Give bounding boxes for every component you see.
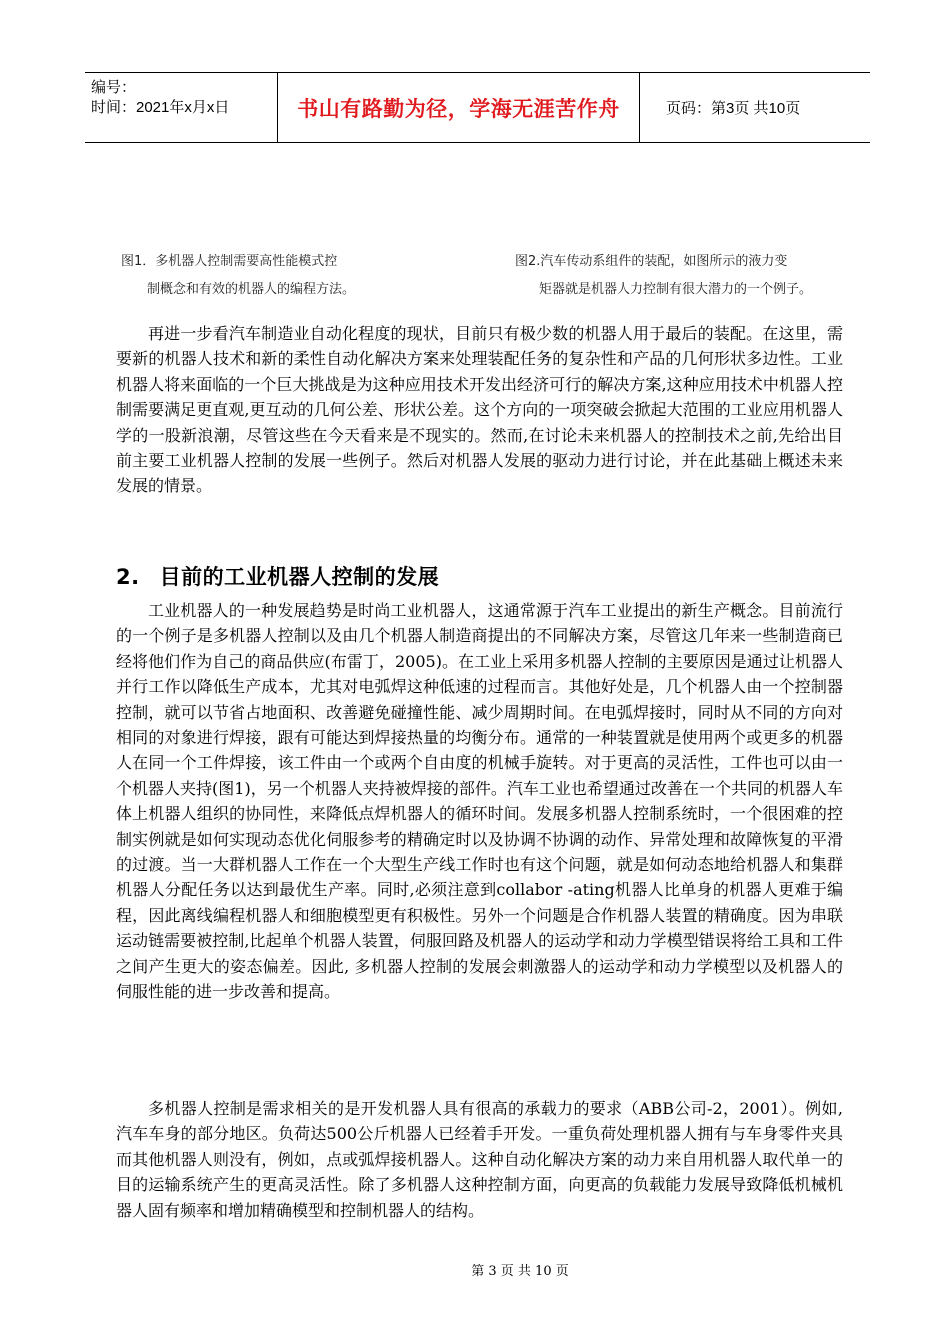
page-footer: 第 3 页 共 10 页 bbox=[471, 1264, 569, 1279]
figure-1-caption-line2: 制概念和有效的机器人的编程方法。 bbox=[147, 282, 356, 297]
paragraph-payload: 多机器人控制是需求相关的是开发机器人具有很高的承载力的要求（ABB公司-2，2001）。例如,汽车车身的部分地区。负荷达500公斤机器人已经着手开发。一重负荷处理机器人拥有与车身零件夹具而其他机器人则没有，例如，点或弧焊接机器人。这种自动化解决方案的动力来自用机器人取代单一的目的运输系统产生的更高灵活性。除了多机器人这种控制方面，向更高的负载能力发展导致降低机械机器人固有频率和增加精确模型和控制机器人的结构。 bbox=[116, 1099, 843, 1220]
figure-2-caption-line1: 图2.汽车传动系组件的装配，如图所示的液力变 bbox=[515, 254, 788, 269]
section-heading bbox=[116, 561, 439, 591]
header-motto: 书山有路勤为径，学海无涯苦作舟 bbox=[278, 73, 640, 142]
section-number: 2. bbox=[116, 565, 140, 589]
section-title: 目前的工业机器人控制的发展 bbox=[159, 565, 440, 589]
figure-1-caption bbox=[121, 248, 411, 304]
document-header bbox=[85, 72, 870, 143]
header-meta bbox=[85, 73, 278, 142]
header-page-label: 页码：第3页 共10页 bbox=[666, 100, 801, 117]
paragraph-intro: 再进一步看汽车制造业自动化程度的现状，目前只有极少数的机器人用于最后的装配。在这里，需要新的机器人技术和新的柔性自动化解决方案来处理装配任务的复杂性和产品的几何形状多边性。工业机器人将来面临的一个巨大挑战是为这种应用技术开发出经济可行的解决方案,这种应用技术中机器人控制需要满足更直观,更互动的几何公差、形状公差。这个方向的一项突破会掀起大范围的工业应用机器人学的一股新浪潮，尽管这些在今天看来是不现实的。然而,在讨论未来机器人的控制技术之前,先给出目前主要工业机器人控制的发展一些例子。然后对机器人发展的驱动力进行讨论，并在此基础上概述未来发展的情景。 bbox=[116, 324, 843, 496]
header-time-label: 时间：2021年x月x日 bbox=[91, 99, 230, 116]
figure-2-caption-line2: 矩器就是机器人力控制有很大潜力的一个例子。 bbox=[539, 282, 813, 297]
figure-1-caption-line1: 图1．多机器人控制需要高性能模式控 bbox=[121, 254, 338, 269]
header-number-label: 编号： bbox=[91, 79, 137, 96]
figure-2-caption bbox=[515, 248, 845, 304]
paragraph-multi-robot: 工业机器人的一种发展趋势是时尚工业机器人，这通常源于汽车工业提出的新生产概念。目前流行的一个例子是多机器人控制以及由几个机器人制造商提出的不同解决方案，尽管这几年来一些制造商已经将他们作为自己的商品供应(布雷丁，2005)。在工业上采用多机器人控制的主要原因是通过让机器人并行工作以降低生产成本，尤其对电弧焊这种低速的过程而言。其他好处是，几个机器人由一个控制器控制，就可以节省占地面积、改善避免碰撞性能、减少周期时间。在电弧焊接时，同时从不同的方向对相同的对象进行焊接，跟有可能达到焊接热量的均衡分布。通常的一种装置就是使用两个或更多的机器人在同一个工件焊接，该工件由一个或两个自由度的机械手旋转。对于更高的灵活性，工件也可以由一个机器人夹持(图1)，另一个机器人夹持被焊接的部件。汽车工业也希望通过改善在一个共同的机器人车体上机器人组织的协同性，来降低点焊机器人的循环时间。发展多机器人控制系统时，一个很困难的控制实例就是如何实现动态优化伺服参考的精确定时以及协调不协调的动作、异常处理和故障恢复的平滑的过渡。当一大群机器人工作在一个大型生产线工作时也有这个问题，就是如何动态地给机器人和集群机器人分配任务以达到最优生产率。同时,必须注意到collabor -ating机器人比单身的机器人更难于编程，因此离线编程机器人和细胞模型更有积极性。另外一个问题是合作机器人装置的精确度。因为串联运动链需要被控制,比起单个机器人装置，伺服回路及机器人的运动学和动力学模型错误将给工具和工件之间产生更大的姿态偏差。因此, 多机器人控制的发展会刺激器人的运动学和动力学模型以及机器人的伺服性能的进一步改善和提高。 bbox=[116, 601, 843, 1002]
